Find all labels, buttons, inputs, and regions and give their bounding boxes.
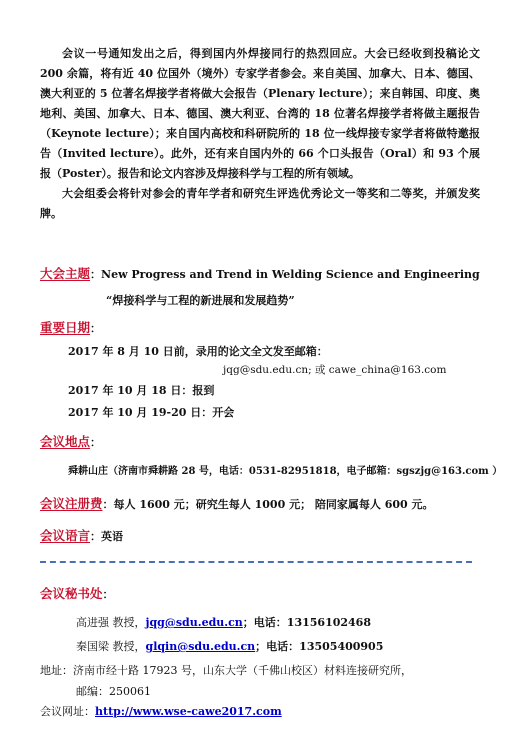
contact-1-phone: ；电话：13156102468 bbox=[242, 616, 371, 629]
fee-row bbox=[40, 494, 434, 512]
website-row bbox=[40, 703, 282, 719]
intro-paragraph-1: 会议一号通知发出之后，得到国内外焊接同行的热烈回应。大会已经收到投稿论文 200 余篇，将有近 40 位国外（境外）专家学者参会。来自美国、加拿大、日本、德国、澳大利亚的 5 位著名焊接学者将做大会报告（Plenary lecture）；来自韩国、印度、奥地利、美国、加拿大、日本、德国、澳大利亚、台湾的 18 位著名焊接学者将做主题报告（Keynote lecture）；来自国内高校和科研院所的 18 位一线焊接专家学者将做特邀报告（Invited lecture）。此外，还有来自国内外的 66 个口头报告（Oral）和 93 个展报（Poster）。报告和论文内容涉及焊接科学与工程的所有领域。 bbox=[40, 47, 480, 180]
fee-heading: 会议注册费 bbox=[40, 496, 103, 511]
intro-section bbox=[40, 44, 480, 224]
fee-detail: ：每人 1600 元；研究生每人 1000 元； 陪同家属每人 600 元。 bbox=[102, 498, 434, 511]
secretariat-address: 地址：济南市经十路 17923 号，山东大学（千佛山校区）材料连接研究所， bbox=[40, 664, 412, 677]
theme-chinese: “焊接科学与工程的新进展和发展趋势” bbox=[106, 294, 295, 307]
theme-colon: ： bbox=[90, 268, 102, 281]
dates-row bbox=[40, 318, 101, 336]
venue-heading: 会议地点 bbox=[40, 434, 91, 449]
theme-row bbox=[40, 264, 480, 282]
dates-colon: ： bbox=[90, 322, 102, 335]
secretariat-postcode: 邮编：250061 bbox=[76, 685, 151, 698]
dates-heading: 重要日期 bbox=[40, 320, 91, 335]
contact-2-phone: ；电话：13505400905 bbox=[255, 640, 384, 653]
language-heading: 会议语言 bbox=[40, 528, 91, 543]
contact-2-name: 秦国梁 教授， bbox=[76, 640, 146, 653]
dates-emails: jqg@sdu.edu.cn; 或 cawe_china@163.com bbox=[223, 364, 447, 376]
contact-1-email-link[interactable]: jqg@sdu.edu.cn bbox=[145, 616, 243, 629]
secretariat-colon: ： bbox=[102, 588, 114, 601]
language-row bbox=[40, 526, 123, 544]
theme-english: New Progress and Trend in Welding Science and Engineering bbox=[101, 268, 480, 281]
venue-detail: 舜耕山庄（济南市舜耕路 28 号，电话：0531-82951818，电子邮箱：sgszjg@163.com ） bbox=[68, 466, 503, 477]
venue-row bbox=[40, 432, 101, 450]
website-link[interactable]: http://www.wse-cawe2017.com bbox=[95, 705, 282, 718]
secretariat-heading: 会议秘书处 bbox=[40, 586, 103, 601]
language-detail: ：英语 bbox=[90, 530, 124, 543]
intro-paragraph-2: 大会组委会将针对参会的青年学者和研究生评选优秀论文一等奖和二等奖，并颁发奖牌。 bbox=[40, 187, 480, 220]
theme-heading: 大会主题 bbox=[40, 266, 91, 281]
contact-1 bbox=[76, 614, 371, 630]
dates-item-3: 2017 年 10 月 19-20 日：开会 bbox=[68, 406, 235, 419]
contact-2 bbox=[76, 638, 383, 654]
dates-item-2: 2017 年 10 月 18 日：报到 bbox=[68, 384, 215, 397]
venue-colon: ： bbox=[90, 436, 102, 449]
website-label: 会议网址： bbox=[40, 705, 95, 718]
contact-2-email-link[interactable]: glqin@sdu.edu.cn bbox=[145, 640, 256, 653]
contact-1-name: 高进强 教授， bbox=[76, 616, 146, 629]
section-divider bbox=[40, 561, 472, 563]
dates-item-1: 2017 年 8 月 10 日前，录用的论文全文发至邮箱： bbox=[68, 345, 328, 358]
secretariat-row bbox=[40, 584, 114, 602]
